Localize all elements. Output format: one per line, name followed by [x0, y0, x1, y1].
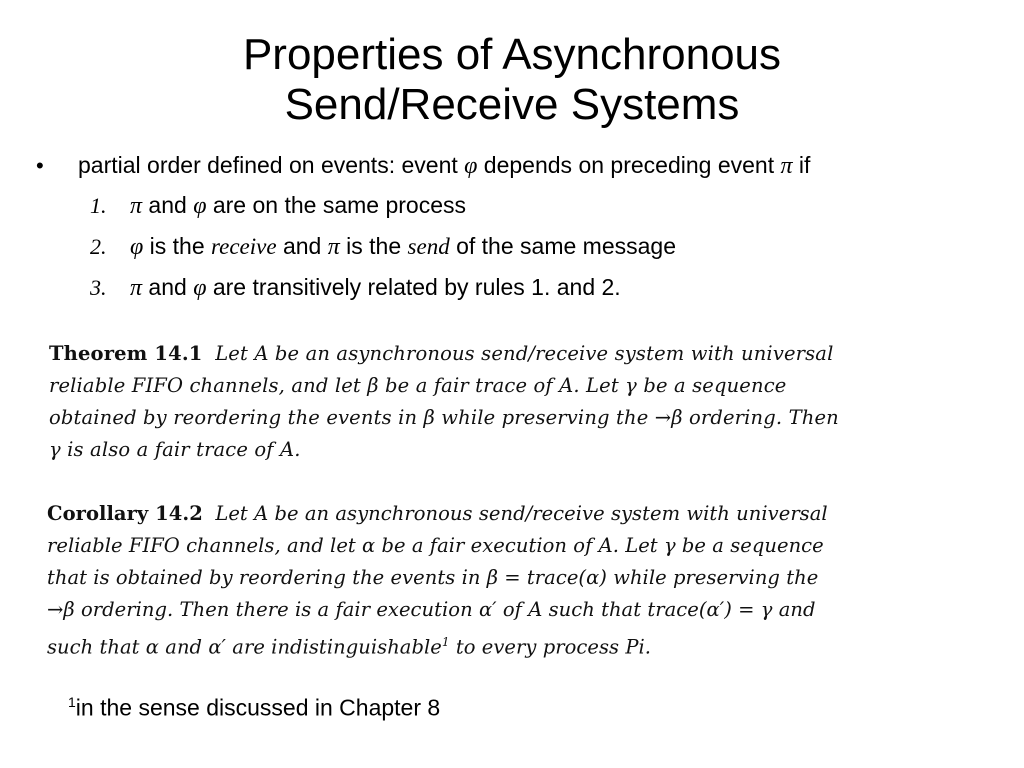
rule-number: 3.: [90, 275, 107, 300]
rule-item: [90, 192, 1011, 233]
phi-symbol: φ: [464, 153, 478, 179]
theorem-line: γ is also a fair trace of A.: [49, 438, 301, 461]
rule-text-part: are on the same process: [206, 192, 466, 218]
bullet-list: [36, 152, 1011, 315]
bullet-item: [36, 152, 1011, 192]
pi-symbol: π: [327, 234, 340, 260]
phi-symbol: φ: [193, 193, 207, 219]
footnote-ref: 1: [441, 635, 450, 649]
rule-number: 1.: [90, 193, 107, 218]
title-line-1: Properties of Asynchronous: [242, 30, 782, 79]
phi-symbol: φ: [130, 234, 144, 260]
rule-list: [90, 192, 1011, 315]
rule-item: [90, 274, 1011, 315]
bullet-marker: •: [36, 153, 44, 178]
rule-text-part: and: [142, 192, 194, 218]
bullet-text-part: depends on preceding event: [477, 152, 781, 178]
receive-word: receive: [211, 234, 277, 259]
rule-item: [90, 233, 1011, 274]
rule-text: [130, 233, 676, 261]
rule-text-part: are transitively related by rules 1. and 2.: [206, 274, 621, 300]
corollary-line: →β ordering. Then there is a fair execution α′ of A such that trace(α′) = γ and: [47, 598, 816, 621]
rule-text-part: is the: [339, 233, 408, 259]
corollary-line: reliable FIFO channels, and let α be a fair execution of A. Let γ be a sequence: [47, 534, 824, 557]
theorem-excerpt: [49, 338, 969, 466]
pi-symbol: π: [130, 275, 143, 301]
corollary-line: [47, 498, 977, 530]
rule-text: [130, 274, 621, 302]
corollary-text: such that α and α′ are indistinguishable: [47, 635, 442, 659]
corollary-line: that is obtained by reordering the events in β = trace(α) while preserving the: [47, 566, 819, 589]
slide-title: [0, 30, 1024, 130]
pi-symbol: π: [780, 153, 793, 179]
pi-symbol: π: [130, 193, 143, 219]
rule-text-part: and: [142, 274, 194, 300]
theorem-line: obtained by reordering the events in β while preserving the →β ordering. Then: [49, 406, 839, 429]
phi-symbol: φ: [193, 275, 207, 301]
rule-text-part: of the same message: [449, 233, 676, 259]
theorem-text: Let A be an asynchronous send/receive system with universal: [215, 342, 834, 365]
footnote-mark: 1: [68, 694, 76, 710]
corollary-heading: Corollary 14.2: [47, 502, 203, 525]
bullet-text-part: if: [792, 152, 811, 178]
send-word: send: [407, 234, 450, 259]
rule-text-part: is the: [143, 233, 212, 259]
footnote: [68, 694, 440, 722]
theorem-line: [49, 338, 969, 370]
theorem-heading: Theorem 14.1: [49, 342, 203, 365]
corollary-text: to every process Pi.: [449, 635, 652, 659]
rule-text: [130, 192, 466, 220]
footnote-text: in the sense discussed in Chapter 8: [75, 694, 441, 721]
theorem-line: reliable FIFO channels, and let β be a fair trace of A. Let γ be a sequence: [49, 374, 787, 397]
corollary-text: Let A be an asynchronous send/receive system with universal: [215, 502, 828, 525]
rule-number: 2.: [90, 234, 107, 259]
corollary-line: [47, 626, 977, 664]
corollary-excerpt: [47, 498, 977, 664]
title-line-2: Send/Receive Systems: [284, 80, 740, 129]
bullet-text-part: partial order defined on events: event: [78, 152, 465, 178]
rule-text-part: and: [276, 233, 328, 259]
bullet-text: [78, 152, 810, 180]
